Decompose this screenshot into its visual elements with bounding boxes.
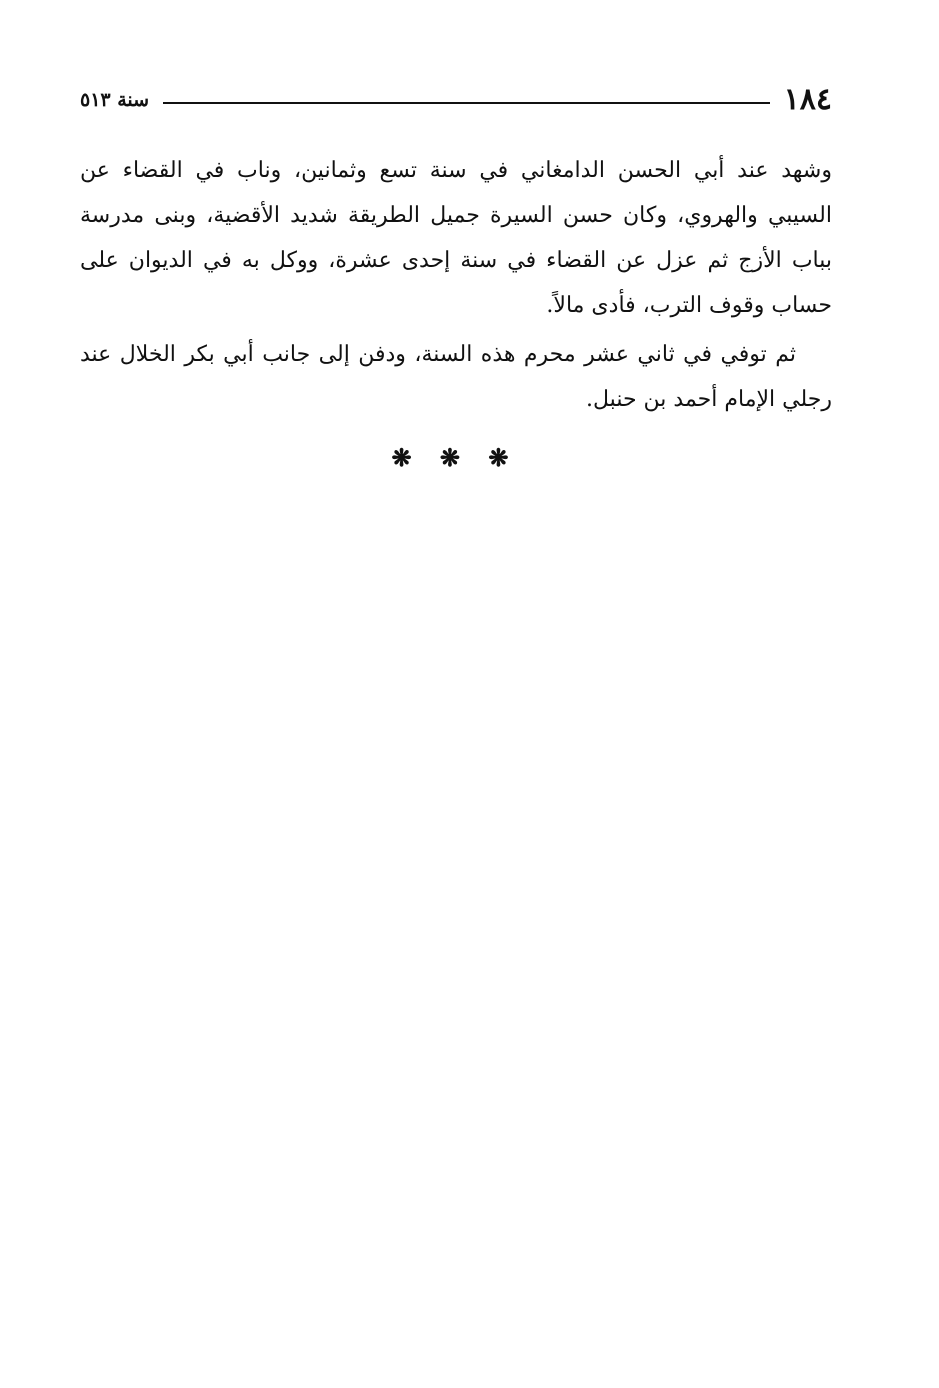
paragraph-2: ثم توفي في ثاني عشر محرم هذه السنة، ودفن إلى جانب أبي بكر الخلال عند رجلي الإمام أحمد بن حنبل. xyxy=(80,342,832,412)
paragraph-1: وشهد عند أبي الحسن الدامغاني في سنة تسع وثمانين، وناب في القضاء عن السيبي والهروي، وكان حسن السيرة جميل الطريقة شديد الأقضية، وبنى مدرسة بباب الأزج ثم عزل عن القضاء في سنة إحدى عشرة، ووكل به في الديوان على حساب وقوف الترب، فأدى مالاً. xyxy=(80,158,832,318)
running-head: سنة ٥١٣ xyxy=(80,89,150,111)
header-rule xyxy=(163,102,770,104)
body-text xyxy=(80,148,832,422)
page-header xyxy=(80,80,832,120)
section-separator: ❋ ❋ ❋ xyxy=(391,443,519,472)
page-number: ١٨٤ xyxy=(783,82,832,117)
